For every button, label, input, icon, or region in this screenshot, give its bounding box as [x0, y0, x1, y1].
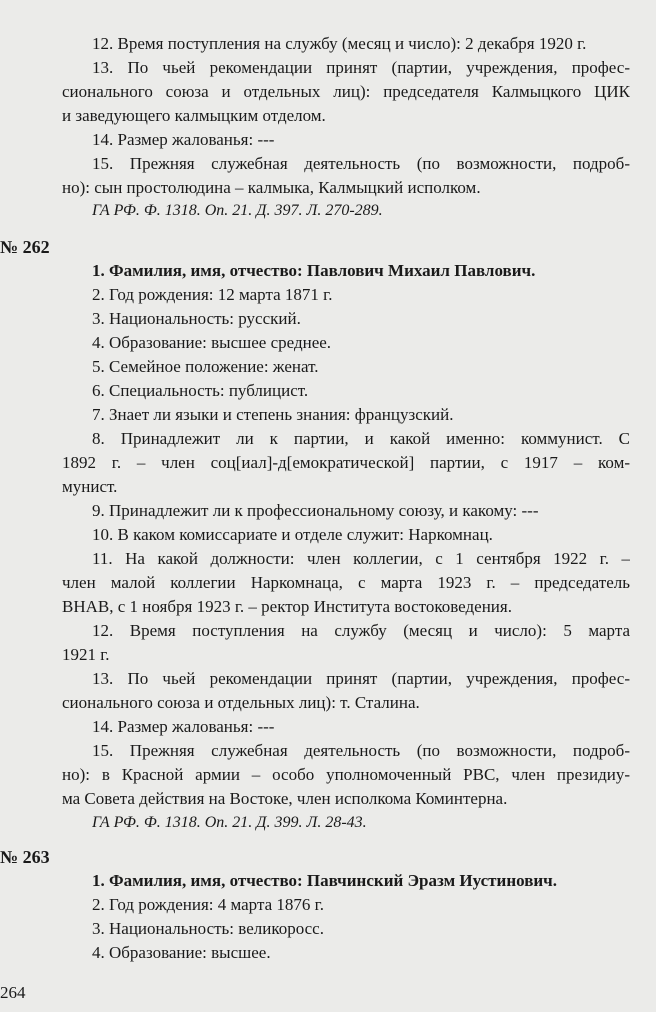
entry-263-field-4: 4. Образование: высшее.: [92, 943, 271, 962]
entry-262-field-13-line1: 13. По чьей рекомендации принят (партии, учреждения, профес-: [92, 669, 630, 688]
top-field-15-line1: 15. Прежняя служебная деятельность (по возможности, подроб-: [92, 154, 630, 173]
top-field-15-line2: но): сын простолюдина – калмыка, Калмыцкий исполком.: [62, 178, 481, 197]
entry-262-field-15-line3: ма Совета действия на Востоке, член исполкома Коминтерна.: [62, 789, 508, 808]
entry-262-field-13-line2: сионального союза и отдельных лиц): т. Сталина.: [62, 693, 420, 712]
entry-262-field-6: 6. Специальность: публицист.: [92, 381, 309, 400]
entry-262-field-15-line1: 15. Прежняя служебная деятельность (по возможности, подроб-: [92, 741, 630, 760]
entry-262-field-8-line3: мунист.: [62, 477, 118, 496]
entry-262-header: № 262: [0, 237, 50, 257]
entry-262-field-7: 7. Знает ли языки и степень знания: французский.: [92, 405, 454, 424]
entry-262-field-1: 1. Фамилия, имя, отчество: Павлович Михаил Павлович.: [92, 261, 536, 280]
top-field-13-line1: 13. По чьей рекомендации принят (партии, учреждения, профес-: [92, 58, 630, 77]
entry-262-field-4: 4. Образование: высшее среднее.: [92, 333, 332, 352]
entry-262-field-5: 5. Семейное положение: женат.: [92, 357, 319, 376]
entry-262-field-15-line2: но): в Красной армии – особо уполномоченный РВС, член президиу-: [62, 765, 630, 784]
top-field-14: 14. Размер жалованья: ---: [92, 130, 275, 149]
top-field-13-line3: и заведующего калмыцким отделом.: [62, 106, 326, 125]
entry-263-field-3: 3. Национальность: великоросс.: [92, 919, 324, 938]
entry-262-field-2: 2. Год рождения: 12 марта 1871 г.: [92, 285, 333, 304]
entry-263-field-1: 1. Фамилия, имя, отчество: Павчинский Эразм Иустинович.: [92, 871, 558, 890]
entry-262-field-11-line2: член малой коллегии Наркомнаца, с марта 1923 г. – председатель: [62, 573, 630, 592]
entry-262-field-14: 14. Размер жалованья: ---: [92, 717, 275, 736]
entry-262-field-8-line2: 1892 г. – член соц[иал]-д[емократической] партии, с 1917 – ком-: [62, 453, 630, 472]
entry-262-field-12-line1: 12. Время поступления на службу (месяц и число): 5 марта: [92, 621, 630, 640]
entry-262-field-8-line1: 8. Принадлежит ли к партии, и какой именно: коммунист. С: [92, 429, 630, 448]
archive-source-397: ГА РФ. Ф. 1318. Оп. 21. Д. 397. Л. 270-289.: [92, 202, 383, 219]
entry-263-header: № 263: [0, 847, 50, 867]
entry-262-field-12-line2: 1921 г.: [62, 645, 110, 664]
top-field-13-line2: сионального союза и отдельных лиц): председателя Калмыцкого ЦИК: [62, 82, 630, 101]
page-number: 264: [0, 983, 26, 1002]
top-field-12: 12. Время поступления на службу (месяц и число): 2 декабря 1920 г.: [92, 34, 587, 53]
entry-262-field-10: 10. В каком комиссариате и отделе служит: Наркомнац.: [92, 525, 493, 544]
entry-263-field-2: 2. Год рождения: 4 марта 1876 г.: [92, 895, 324, 914]
entry-262-field-3: 3. Национальность: русский.: [92, 309, 301, 328]
entry-262-field-11-line3: ВНАВ, с 1 ноября 1923 г. – ректор Института востоковедения.: [62, 597, 512, 616]
entry-262-field-11-line1: 11. На какой должности: член коллегии, с 1 сентября 1922 г. –: [92, 549, 630, 568]
entry-262-field-9: 9. Принадлежит ли к профессиональному союзу, и какому: ---: [92, 501, 539, 520]
archive-source-399: ГА РФ. Ф. 1318. Оп. 21. Д. 399. Л. 28-43.: [92, 814, 367, 831]
